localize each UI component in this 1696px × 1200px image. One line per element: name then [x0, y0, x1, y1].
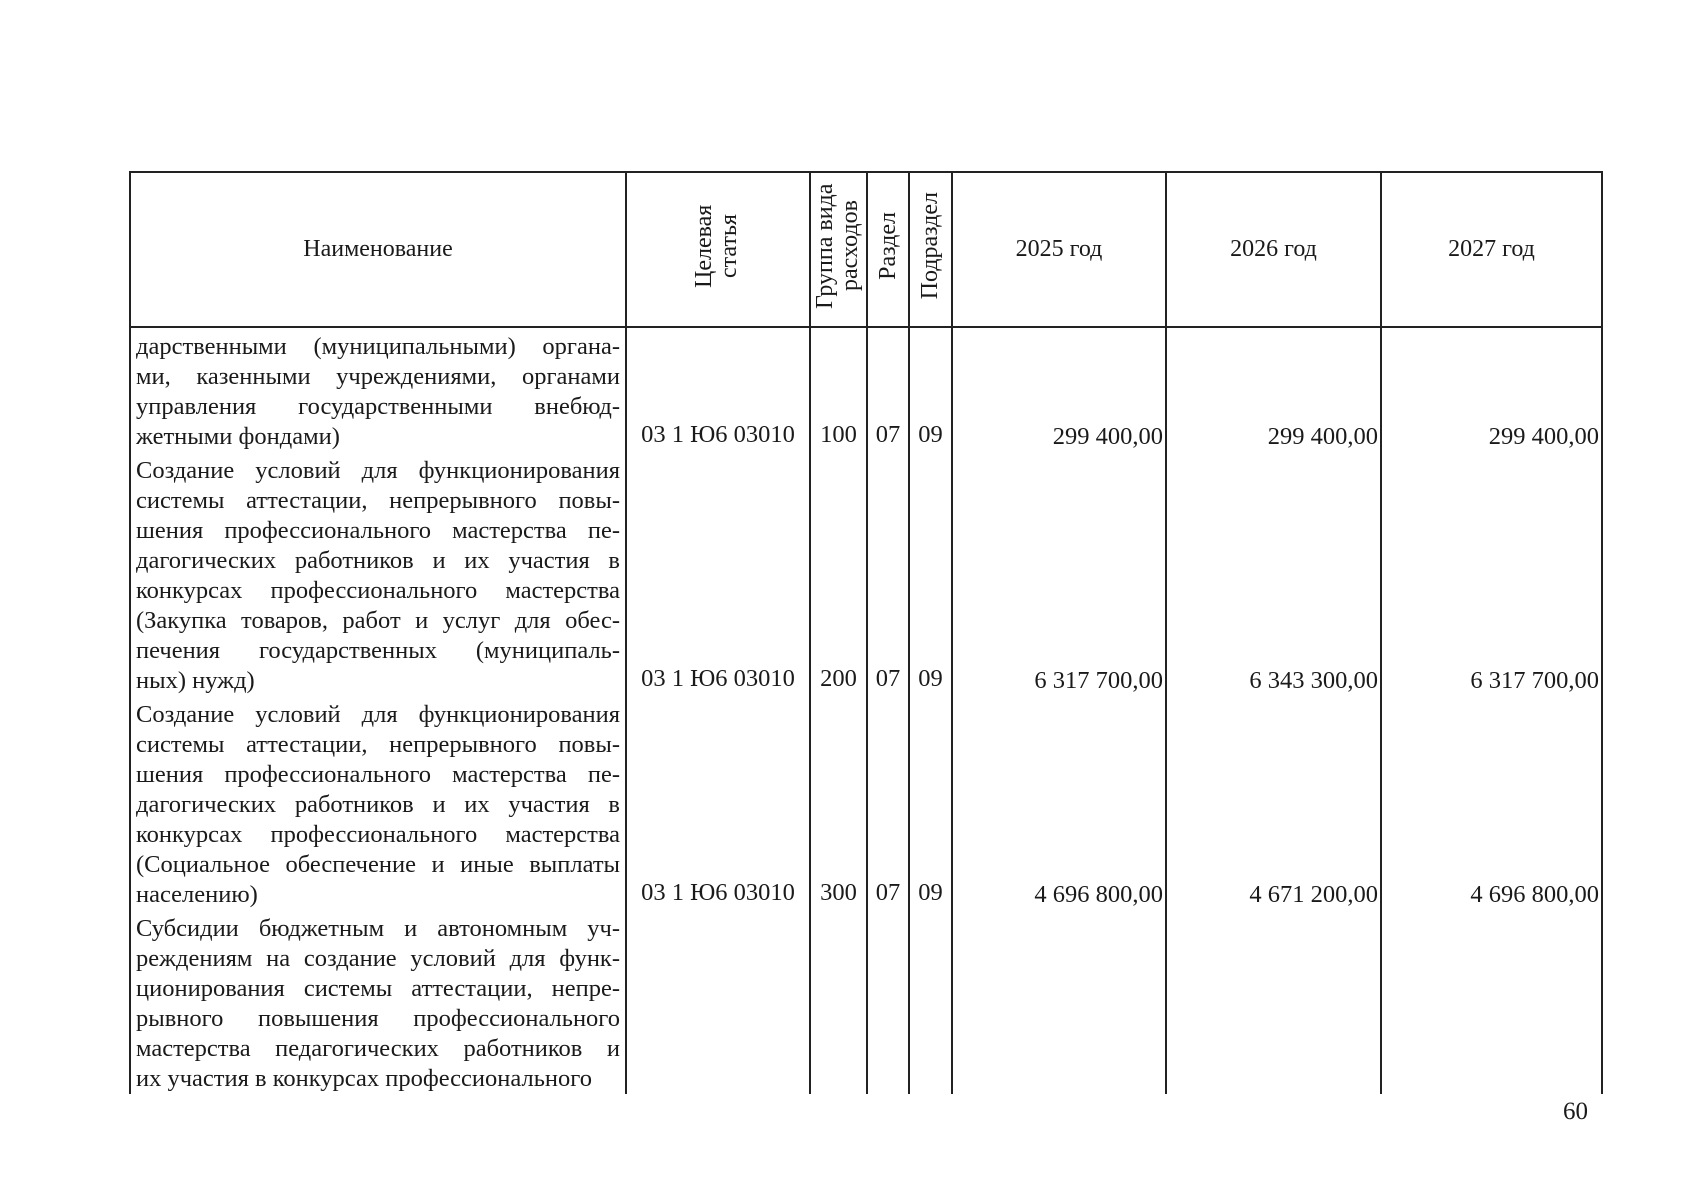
row-name-line: мастерства педагогических работников и: [136, 1035, 620, 1062]
table-row: [130, 452, 1602, 696]
row-name: [130, 327, 626, 452]
row-section: 07: [867, 452, 909, 696]
row-section: 07: [867, 327, 909, 452]
row-name-line: управления государственными внебюд-: [136, 393, 620, 420]
header-expense-group: Группа вида расходов: [810, 172, 867, 327]
header-year-2027: 2027 год: [1381, 172, 1602, 327]
row-name-line: печения государственных (муниципаль-: [136, 637, 620, 664]
row-name-line: (Закупка товаров, работ и услуг для обес-: [136, 607, 620, 634]
row-subsection: 09: [909, 696, 952, 910]
row-target-article: 03 1 Ю6 03010: [626, 696, 810, 910]
header-section: Раздел: [867, 172, 909, 327]
row-subsection: 09: [909, 452, 952, 696]
row-name-line: дагогических работников и их участия в: [136, 791, 620, 818]
table-row: [130, 327, 1602, 452]
row-target-article: 03 1 Ю6 03010: [626, 327, 810, 452]
row-name-line: шения профессионального мастерства пе-: [136, 761, 620, 788]
row-amount-2027: 6 317 700,00: [1381, 452, 1602, 696]
row-subsection: 09: [909, 327, 952, 452]
row-name-line: населению): [136, 881, 258, 908]
row-subsection: [909, 910, 952, 1094]
row-amount-2027: [1381, 910, 1602, 1094]
row-amount-2027: 4 696 800,00: [1381, 696, 1602, 910]
row-amount-2026: [1166, 910, 1381, 1094]
row-name-line: дагогических работников и их участия в: [136, 547, 620, 574]
row-name-line: конкурсах профессионального мастерства: [136, 577, 620, 604]
row-amount-2026: 299 400,00: [1166, 327, 1381, 452]
row-name-line: реждениям на создание условий для функ-: [136, 945, 620, 972]
row-expense-group: [810, 910, 867, 1094]
row-target-article: 03 1 Ю6 03010: [626, 452, 810, 696]
row-name: [130, 696, 626, 910]
row-name-line: шения профессионального мастерства пе-: [136, 517, 620, 544]
budget-table: [129, 171, 1603, 1094]
row-amount-2025: 4 696 800,00: [952, 696, 1166, 910]
row-name-line: ционирования системы аттестации, непре-: [136, 975, 620, 1002]
header-year-2025: 2025 год: [952, 172, 1166, 327]
row-name-line: системы аттестации, непрерывного повы-: [136, 487, 620, 514]
header-year-2026: 2026 год: [1166, 172, 1381, 327]
header-subsection: Подраздел: [909, 172, 952, 327]
row-section: 07: [867, 696, 909, 910]
row-amount-2025: 299 400,00: [952, 327, 1166, 452]
row-section: [867, 910, 909, 1094]
page-number: 60: [1563, 1098, 1588, 1125]
row-name-line: жетными фондами): [136, 423, 340, 450]
row-name: [130, 910, 626, 1094]
row-name-line: Создание условий для функционирования: [136, 701, 620, 728]
row-name-line: Создание условий для функционирования: [136, 457, 620, 484]
row-name-line: рывного повышения профессионального: [136, 1005, 620, 1032]
row-target-article: [626, 910, 810, 1094]
row-expense-group: 300: [810, 696, 867, 910]
row-expense-group: 200: [810, 452, 867, 696]
row-name-line: их участия в конкурсах профессионального: [136, 1065, 592, 1092]
row-name-line: конкурсах профессионального мастерства: [136, 821, 620, 848]
row-name-line: дарственными (муниципальными) органа-: [136, 333, 620, 360]
row-amount-2027: 299 400,00: [1381, 327, 1602, 452]
row-name-line: ных) нужд): [136, 667, 255, 694]
header-name: Наименование: [130, 172, 626, 327]
row-name-line: (Социальное обеспечение и иные выплаты: [136, 851, 620, 878]
row-name-line: Субсидии бюджетным и автономным уч-: [136, 915, 620, 942]
row-name: [130, 452, 626, 696]
row-name-line: ми, казенными учреждениями, органами: [136, 363, 620, 390]
row-amount-2026: 6 343 300,00: [1166, 452, 1381, 696]
row-name-line: системы аттестации, непрерывного повы-: [136, 731, 620, 758]
table-header-row: [130, 172, 1602, 327]
table-row: [130, 910, 1602, 1094]
row-amount-2025: [952, 910, 1166, 1094]
row-amount-2026: 4 671 200,00: [1166, 696, 1381, 910]
row-expense-group: 100: [810, 327, 867, 452]
row-amount-2025: 6 317 700,00: [952, 452, 1166, 696]
table-row: [130, 696, 1602, 910]
header-target-article: Целевая статья: [626, 172, 810, 327]
